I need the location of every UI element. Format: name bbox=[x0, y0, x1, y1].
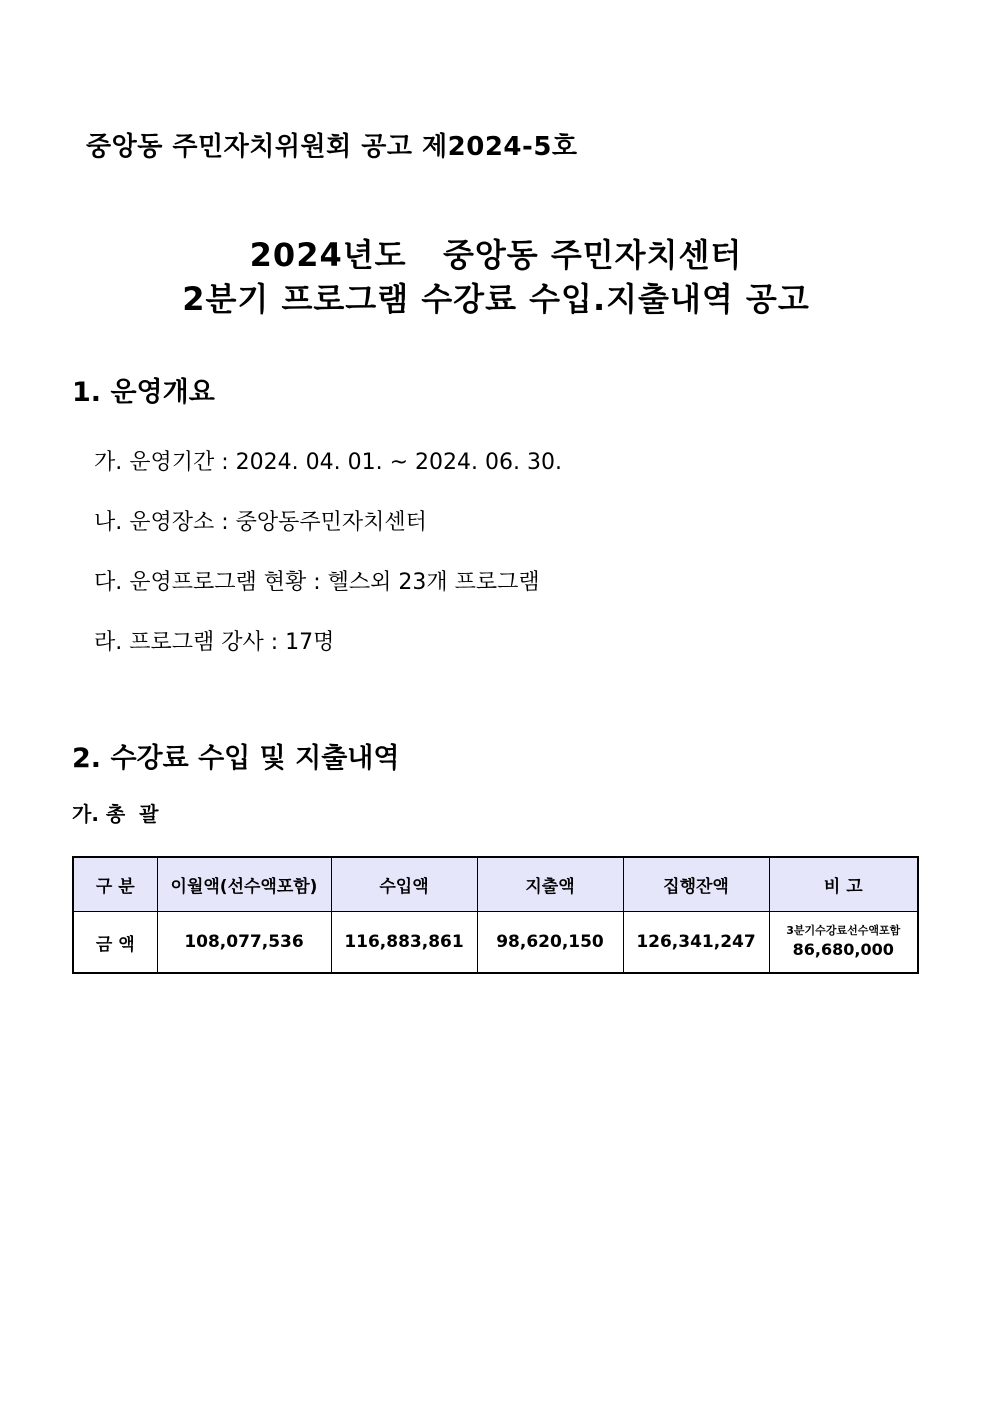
note-value: 86,680,000 bbox=[792, 940, 894, 959]
header-category: 구 분 bbox=[73, 857, 157, 912]
header-carryover: 이월액(선수액포함) bbox=[157, 857, 331, 912]
table-row bbox=[73, 912, 918, 974]
document-title-line-2: 2분기 프로그램 수강료 수입.지출내역 공고 bbox=[182, 280, 810, 318]
header-expense: 지출액 bbox=[477, 857, 623, 912]
cell-expense: 98,620,150 bbox=[477, 912, 623, 974]
header-note: 비 고 bbox=[769, 857, 918, 912]
header-balance: 집행잔액 bbox=[623, 857, 769, 912]
section-heading-overview: 1. 운영개요 bbox=[72, 377, 215, 408]
notice-number: 중앙동 주민자치위원회 공고 제2024-5호 bbox=[86, 132, 578, 162]
overview-item-programs: 다. 운영프로그램 현황 : 헬스외 23개 프로그램 bbox=[94, 570, 540, 595]
document-title-line-1: 2024년도 중앙동 주민자치센터 bbox=[249, 236, 743, 274]
overview-item-instructors: 라. 프로그램 강사 : 17명 bbox=[94, 630, 335, 655]
table-header-row bbox=[73, 857, 918, 912]
cell-row-label: 금 액 bbox=[73, 912, 157, 974]
overview-item-period: 가. 운영기간 : 2024. 04. 01. ~ 2024. 06. 30. bbox=[94, 450, 562, 475]
summary-table bbox=[72, 856, 919, 974]
cell-income: 116,883,861 bbox=[331, 912, 477, 974]
overview-item-location: 나. 운영장소 : 중앙동주민자치센터 bbox=[94, 510, 427, 535]
section-heading-income-expense: 2. 수강료 수입 및 지출내역 bbox=[72, 743, 400, 774]
subheading-summary: 가. 총 괄 bbox=[72, 802, 159, 826]
cell-carryover: 108,077,536 bbox=[157, 912, 331, 974]
cell-balance: 126,341,247 bbox=[623, 912, 769, 974]
cell-note bbox=[769, 912, 918, 974]
header-income: 수입액 bbox=[331, 857, 477, 912]
note-label: 3분기수강료선수액포함 bbox=[786, 924, 901, 937]
